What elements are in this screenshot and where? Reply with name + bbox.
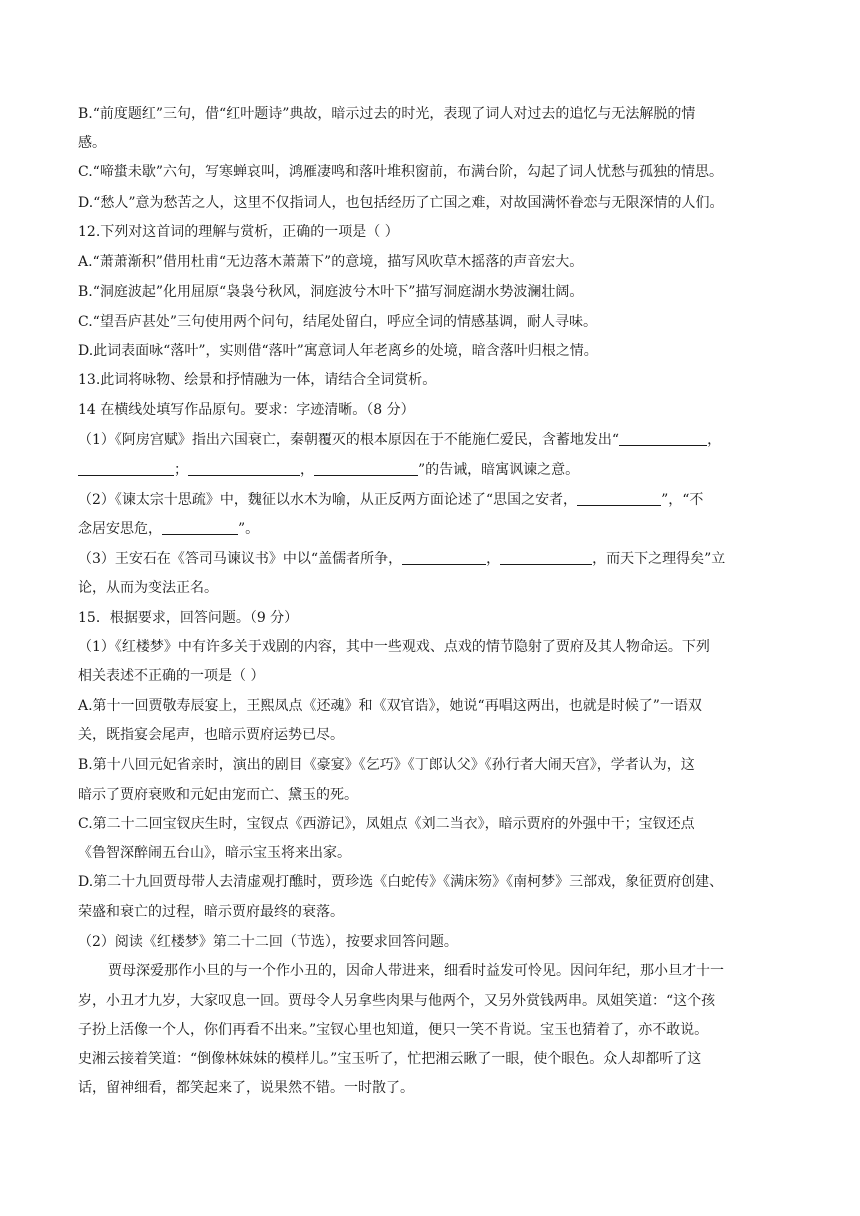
q12-option-a: A.“萧萧渐积”借用杜甫“无边落木萧萧下”的意境，描写风吹草木摇落的声音宏大。: [78, 254, 584, 270]
question-14: 14 在横线处填写作品原句。要求：字迹清晰。（8 分）: [78, 402, 415, 418]
q15-part-2: （2）阅读《红楼梦》第二十二回（节选），按要求回答问题。: [78, 934, 458, 950]
answer-blank[interactable]: [577, 491, 661, 506]
answer-blank[interactable]: [402, 550, 486, 565]
passage-line-5: 话，留神细看，都笑起来了，说果然不错。一时散了。: [78, 1080, 414, 1096]
option-b-line-2: 感。: [78, 135, 106, 151]
q15-option-b-line-2: 暗示了贾府衰败和元妃由宠而亡、黛玉的死。: [78, 787, 358, 803]
q14-part-2-line-2: 念居安思危， ”。: [78, 521, 260, 537]
answer-blank[interactable]: [188, 461, 300, 476]
q12-option-c: C.“望吾庐甚处”三句使用两个问句，结尾处留白，呼应全词的情感基调，耐人寻味。: [78, 314, 597, 330]
passage-line-2: 岁，小丑才九岁，大家叹息一回。贾母令人另拿些肉果与他两个，又另外赏钱两串。凤姐笑道：“这个孩: [78, 993, 716, 1009]
q15-option-c-line-2: 《鲁智深醉闹五台山》，暗示宝玉将来出家。: [78, 845, 351, 861]
answer-blank[interactable]: [314, 461, 418, 476]
q14-part-1-line-2: ； ， ”的告诫，暗寓讽谏之意。: [78, 460, 798, 480]
question-13: 13.此词将咏物、绘景和抒情融为一体，请结合全词赏析。: [78, 372, 437, 388]
passage-line-1: 贾母深爱那作小旦的与一个作小丑的，因命人带进来，细看时益发可怜见。因问年纪，那小旦才十一: [108, 963, 724, 979]
answer-blank[interactable]: [500, 550, 592, 565]
q15-option-a-line-1: A.第十一回贾敬寿辰宴上，王熙凤点《还魂》和《双官诰》，她说“再唱这两出，也就是时候了”一语双: [78, 698, 702, 714]
q14-part-1-line-1: （1）《阿房宫赋》指出六国衰亡，秦朝覆灭的根本原因在于不能施仁爱民，含蓄地发出“ ，: [78, 432, 722, 448]
q14-part-3-line-2: 论，从而为变法正名。: [78, 580, 218, 596]
passage-line-4: 史湘云接着笑道：“倒像林妹妹的模样儿。”宝玉听了，忙把湘云瞅了一眼，使个眼色。众人却都听了这: [78, 1051, 702, 1067]
question-12: 12.下列对这首词的理解与赏析，正确的一项是（ ）: [78, 224, 399, 240]
option-d-line: D.“愁人”意为愁苦之人，这里不仅指词人，也包括经历了亡国之难，对故国满怀眷恋与无限深情的人们。: [78, 195, 724, 211]
q14-part-2-line-1: （2）《谏太宗十思疏》中，魏征以水木为喻，从正反两方面论述了“思国之安者， ”，“不: [78, 492, 704, 508]
q12-option-d: D.此词表面咏“落叶”，实则借“落叶”寓意词人年老离乡的处境，暗含落叶归根之情。: [78, 343, 598, 359]
q14-part-1-text: （1）《阿房宫赋》指出六国衰亡，秦朝覆灭的根本原因在于不能施仁爱民，含蓄地发出“: [78, 432, 620, 448]
option-b-line-1: B.“前度题红”三句，借“红叶题诗”典故，暗示过去的时光，表现了词人对过去的追忆与无法解脱的情: [78, 106, 696, 122]
q12-option-b: B.“洞庭波起”化用屈原“袅袅兮秋风，洞庭波兮木叶下”描写洞庭湖水势波澜壮阔。: [78, 284, 584, 300]
q15-option-d-line-2: 荣盛和衰亡的过程，暗示贾府最终的衰落。: [78, 904, 344, 920]
q15-part-1-line-1: （1）《红楼梦》中有许多关于戏剧的内容，其中一些观戏、点戏的情节隐射了贾府及其人物命运。下列: [78, 639, 710, 655]
q15-option-d-line-1: D.第二十九回贾母带人去清虚观打醮时，贾珍选《白蛇传》《满床笏》《南柯梦》三部戏，象征贾府创建、: [78, 874, 724, 890]
q15-option-c-line-1: C.第二十二回宝钗庆生时，宝钗点《西游记》，凤姐点《刘二当衣》，暗示贾府的外强中干；宝钗还点: [78, 816, 695, 832]
q14-part-3-line-1: （3）王安石在《答司马谏议书》中以“盖儒者所争， ， ，而天下之理得矣”立: [78, 551, 726, 567]
q15-option-a-line-2: 关，既指宴会尾声，也暗示贾府运势已尽。: [78, 727, 344, 743]
passage-line-3: 子扮上活像一个人，你们再看不出来。”宝钗心里也知道，便只一笑不肯说。宝玉也猜着了，亦不敢说。: [78, 1022, 709, 1038]
answer-blank[interactable]: [162, 520, 238, 535]
answer-blank[interactable]: [78, 461, 174, 476]
q15-part-1-line-2: 相关表述不正确的一项是（ ）: [78, 668, 265, 684]
q15-option-b-line-1: B.第十八回元妃省亲时，演出的剧目《豪宴》《乞巧》《丁郎认父》《孙行者大闹天宫》，学者认为，这: [78, 757, 695, 773]
question-15: 15．根据要求，回答问题。（9 分）: [78, 610, 299, 626]
answer-blank[interactable]: [619, 431, 707, 446]
option-c-line: C.“啼螀未歇”六句，写寒蝉哀叫，鸿雁凄鸣和落叶堆积窗前，布满台阶，勾起了词人忧愁与孤独的情思。: [78, 164, 723, 180]
